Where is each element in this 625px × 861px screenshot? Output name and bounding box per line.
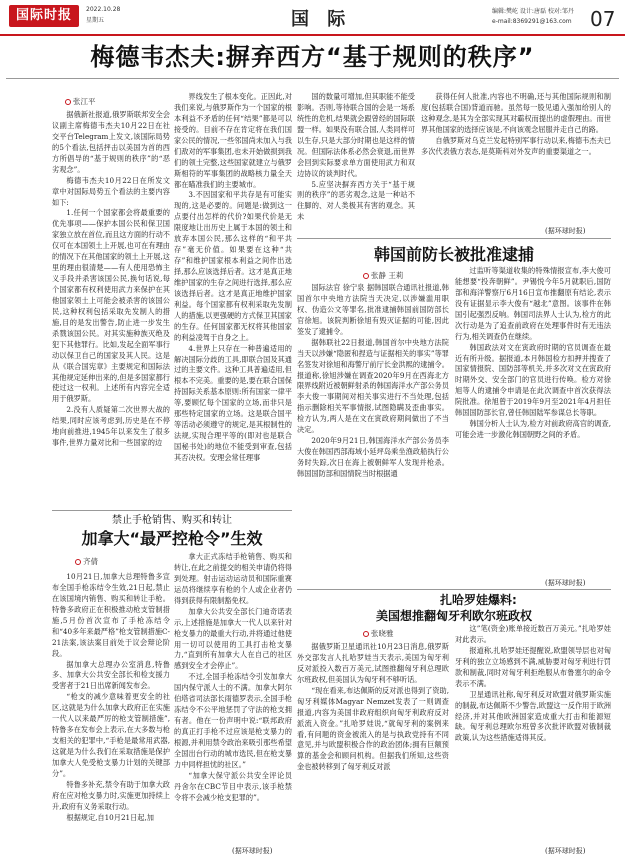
canada-paragraph: 加拿大公共安全部长门迪奇诺表示,上述措施是加拿大一代人以来针对枪支暴力的最重大行动,并将通过他使用一切可以使用的工具打击枪支暴力,“直到所有加拿大人在自己的社区感到安全才会停止”。 [174,606,292,671]
korea-byline [363,270,403,281]
hungary-paragraph: 据俄罗斯卫星通讯社10月23日消息,俄罗斯外交部发言人扎哈罗娃当天表示,美国为匈牙利反对派投入数百万美元,试图推翻匈牙利总理欧尔班政权,但美国认为匈牙利不够听话。 [297,642,449,684]
canada-paragraph: 10月21日,加拿大总理特鲁多宣布全国手枪冻结令生效,21日起,禁止在该国境内销售、购买和转让手枪。特鲁多政府正在积极推动枪支管制措施,5月份首次宣布了手枪冻结令和“40多年来最严格”枪支管制措施C-21法案,该法案目前处于议会辩论阶段。 [52,572,170,658]
lead-paragraph: 1.任何一个国家都会将最重要的优先事项——保护本国公民和保卫国家独立放在首位,而且这方面的行动不仅可在本国领土上开展,也可在有理由的情况下在其他国家的领土上开展,这里的理由很清楚——有人使用恐怖主义手段并杀害该国公民,换句话说,每个国家都有权利使用武力来保护在其他国家领土上可能会被杀害的该国公民,这种权利包括采取先发制人的措施,目的是发出警告,防止进一步发生杀戮该国公民。对其实施种族灭绝及犯下其他罪行。比如,发起全面军事行动以保卫自己的国家及其人民。这是从《联合国宪章》主要规定和国际法其他规定延伸出来的,但是多国家都行使过这一权利。上述所有内容完全适用于俄罗斯。 [52,208,170,404]
byline-icon [363,273,369,279]
korea-source: (据环球时报) [545,579,586,587]
lead-paragraph: 自俄罗斯对乌克兰发起特别军事行动以来,梅德韦杰夫已多次代表俄方表态,是莫斯科对外发声的重要渠道之一。 [421,135,611,156]
lead-paragraph: 3.不因国家和平共存是有可能实现的,这是必要的。问题是:做到这一点要付出怎样的代价?如果代价是无限度地让出历史上属于本国的领土和放弃本国公民,那么这样的“和平共存”毫无价值。如果要在这种“共存”和维护国家根本利益之间作出选择,那么应该选择后者。这才是真正地维护国家的生存之间进行选择,那么应该选择后者。这才是真正地维护国家利益。每个国家都有权利采取先发制人的措施,以更强硬的方式保卫其国家的生存。任何国家都无权将其他国家的利益凌驾于自身之上。 [174,190,292,342]
lead-paragraph: 4.世界上只存在一种普遍适用的解决国际分歧的工具,即联合国及其通过的主要文件。这种工具普遍适用,但根本不完美。重要的是,要在联合国保持国际关系基本原则:所有国家一律平等,要顾忆每个国家的立场,而非只是那些特定国家的立场。这是联合国平等活动必须遵守的规定,是其根制性的法规,实现合理平等的(即对也是联合国秘书处)的地位不能受到审查,包括其否决权。安理会常任理事 [174,343,292,462]
hungary-column-1 [297,642,449,854]
lead-paragraph: 2.没有人质疑第二次世界大战的结果,同时应该考虑到,历史是在不停地向前推进,1945年以来发生了很多事件,世界力量对比和一些国家的边 [52,405,170,448]
korea-paragraph: 国际法官 徐宁泉 据韩国联合通讯社报道,韩国首尔中央地方法院当天决定,以涉嫌滥用职权、伪造公文等罪名,批准逮捕韩国前国防部长官徐旭。该院判断徐旭有毁灭证据的可能,因此签发了逮捕令。 [297,283,449,336]
canada-column-1 [52,572,170,855]
hungary-paragraph: 这”笔(资金)账单接近数百万美元。”扎哈罗娃对此表示。 [455,624,611,644]
lead-paragraph: 5.应坚决摒弃西方关于“基于规则的秩序”的恶劣观念,这是一种站不住脚的、对人类极其有害的观念。其未 [297,179,415,222]
hungary-byline [363,628,394,639]
editor-credits: 编辑:樊屹 设计:唐磊 校对:邹丹 [492,8,574,15]
korea-headline: 韩国前防长被批准逮捕 [373,245,534,264]
byline-icon [363,631,369,637]
hungary-paragraph: “现在看来,布达佩斯的反对派也得到了资助,匈牙利媒体Magyar Nemzet发表了一则调查报道,内容为美国非政府组织向匈牙利政府反对派流入资金。”扎哈罗娃说,“就匈牙利的案例来看,有问题的资金被流入的是与执政党持有不同意见,并与欧盟积极合作的政治团体;拥有巨额预算的基金会和顾问机构。但据我们所知,这些资金也被转移到了匈牙利反对派 [297,685,449,772]
canada-paragraph: 根据规定,自10月21日起,加 [66,812,154,822]
lead-paragraph: 国的数量可增加,但其职能不能受影响。否则,等待联合国的会是一场系统性的危机,结果就会跟曾经的国际联盟一样。如果没有联合国,人类同样可以生存,只是大部分时期也是这样的情况。但国际法体系必然会衰退,而世界会回到实际要求单方面使用武力和双边协议的谈判时代。 [297,92,415,178]
lead-author: 张江平 [73,97,96,106]
lead-headline: 梅德韦杰夫:摒弃西方“基于规则的秩序” [90,43,535,71]
korea-paragraph: 2020年9月21日,韩国海洋水产部公务员李大俊在韩国西部海域小延坪岛乘坐渔政船执行公务时失踪,次日在海上被朝鲜军人发现并枪杀。韩国国防部和国情院当时根据通 [297,436,449,478]
korea-paragraph: 据韩联社22日报道,韩国首尔中央地方法院当天以涉嫌“隐匿和捏造与证据相关的事实”等罪名签发对徐旭和海警厅前厅长金洪熙的逮捕令。报道称,徐旭涉嫌在调查2020年9月在西海北方限界线附近被朝鲜射杀的韩国海洋水产部公务员李大俊一事期间对相关事实进行不当处理,包括指示删除相关军事情报,试图隐瞒及歪曲事实。检方认为,两人是在文在寅政府期间做出了不当决定。 [297,337,449,435]
issue-date: 2022.10.28 [86,6,121,13]
canada-source: (据环球时报) [232,847,273,855]
contact-email: e-mail:8369291@163.com [492,18,572,25]
section-title: 国 际 [291,9,352,30]
lead-column-1 [52,110,170,505]
headline-rule [6,78,619,79]
lead-paragraph: 梅德韦杰夫10月22日在所发文章中对国际局势五个看法的主要内容如下: [52,175,170,207]
canada-kicker: 禁止手枪销售、购买和转让 [112,515,232,526]
lead-column-3 [297,92,415,237]
korea-column-1 [297,283,449,583]
canada-paragraph: 特鲁多补充,禁令有助于加拿大政府在应对枪支暴力时,实施更加持续上升,政府有义务采取行动。 [52,779,170,811]
lead-column-2 [174,92,292,507]
canada-author: 齐倩 [83,557,98,566]
canada-paragraph: “枪支的减少意味着更安全的社区,这就是为什么加拿大政府正在实施一代人以来最严厉的枪支管制措施”,特鲁多在发布会上表示,在大多数与枪支相关的犯罪中,“手枪是最常用武器,这就是为什么我们在采取措施是保护加拿大人免受枪支暴力计划的关键部分”。 [52,692,170,778]
hungary-kicker: 扎哈罗娃爆料: [440,593,517,607]
hungary-column-2 [455,624,611,846]
lead-paragraph: 界线发生了根本变化。正因此,对我们来说,与俄罗斯作为一个国家的根本利益不矛盾的任何“结果”都是可以接受的。目前不存在肯定将在我们国家公民的情况,一些邻国尚未加入与我们敌对的军事集团,也未开始做损到我们的领土完整,这些国家就建立与俄罗斯相符的军事集团的战略核力量全天都在瞄准我们的主要城市。 [174,92,292,189]
hungary-paragraph: 报道称,扎哈罗娃还提醒说,欧盟领导层也对匈牙利的独立立场感到不满,威胁要对匈牙利进行罚款和制裁,同时对匈牙利拒绝服从布鲁塞尔的命令表示不满。 [455,645,611,688]
canada-paragraph: 据加拿大总理办公室消息,特鲁多、加拿大公共安全部长和检支援力受害者于21日出席新闻发布会。 [52,659,170,691]
issue-weekday: 星期五 [86,17,105,24]
korea-paragraph: 韩国政法对文在寅政府时期的官员调查在最近有所升级。据报道,本月韩国检方扣押并搜查了国家情报院、国防部等机关,并多次对文在寅政府时期外交、安全部门的官员进行传唤。检方对徐旭等人的逮捕令申请是在此次调查中首次获得法院批准。徐旭曾于2019年9月至2021年4月担任韩国国防部长官,曾任韩国陆军参谋总长等职。 [455,342,611,418]
hungary-source: (据环球时报) [545,847,586,855]
canada-column-2 [174,552,292,848]
hungary-headline: 美国想推翻匈牙利欧尔班政权 [375,609,532,623]
korea-column-2 [455,266,611,580]
korea-paragraph: 韩国分析人士认为,检方对前政府高官的调查,可能会进一步激化韩国朝野之间的矛盾。 [455,419,611,440]
lead-source: (据环球时报) [545,227,586,235]
byline-icon [75,559,81,565]
canada-paragraph: 拿大正式冻结手枪销售、购买和转让,在此之前提交的相关申请仍将得到处理。射击运动运动员和国际重赛运员将继续享有枪的个人或企业者仍得到获得有限制豁免权。 [174,552,292,605]
newspaper-logo: 国际时报 [9,5,79,27]
section-rule [297,589,611,590]
page-number: 07 [590,7,616,31]
hungary-author: 张晓雅 [371,629,394,638]
section-rule [297,238,611,239]
header-rule [0,34,625,36]
canada-paragraph: 不过,全国手枪冻结令引发加拿大国内保守派人士的不满。加拿大阿尔伯塔省司法部长雨德罗表示,全国手枪冻结令不公平地惩罚了守法的枪支拥有者。他在一份声明中说:“联邦政府的真正打手枪不过应该是枪支暴力的根源,并利用禁令政治来吸引那些希望全国出台行动的城市选民,但在枪支暴力中同样担忧的社区。” [174,672,292,769]
lead-paragraph: 据俄新社报道,俄罗斯联邦安全会议副主席梅德韦杰夫10月22日在社交平台Telegram上发文,该国际局势的5个看法,包括抨击以美国为首的西方所倡导的“基于规则的秩序”的“恶劣观念”。 [52,110,170,174]
canada-headline: 加拿大“最严控枪令”生效 [81,529,263,548]
hungary-paragraph: 卫星通讯社称,匈牙利反对欧盟对俄罗斯实施的制裁,布达佩斯不少警告,欧盟这一反作用于欧洲经济,并对其他欧洲国家造成重大打击和能源短缺。匈牙利总理欧尔班曾多次批评欧盟对俄制裁政策,认为这些措施适得其反。 [455,689,611,743]
korea-author: 张静 王莉 [371,271,404,280]
lead-column-4 [421,92,611,229]
section-rule [52,510,292,511]
korea-paragraph: 过监听等渠道收集的特殊情报宣布,李大俊可能想要“投奔朝鲜”。尹锡悦今年5月就职后,国防部和海洋警察厅6月16日宣布推翻原有结论,表示没有证据显示李大俊有“越北”意图。该事件在韩国引起强烈反响。韩国司法界人士认为,检方的此次行动是为了追查前政府在处理事件时有无违法行为,相关调查仍在继续。 [455,266,611,341]
byline-icon [65,99,71,105]
canada-byline [75,556,98,567]
lead-paragraph: 获得任何人批准,内容也不明确,还与其他国际规则和制度(包括联合国)背道而驰。虽然每一股见通入强加给别人的这种观念,是其为全部实现其对霸权而提出的虚假理由。而世界其他国家的选择应该是,不向该观念屈服并走自己的路。 [421,92,611,134]
canada-paragraph: “加拿大保守派公共安全评论员丹舍尔在CBC节目中表示,该手枪禁令将不会减少枪支犯罪的”。 [174,770,292,802]
lead-byline [65,96,96,107]
